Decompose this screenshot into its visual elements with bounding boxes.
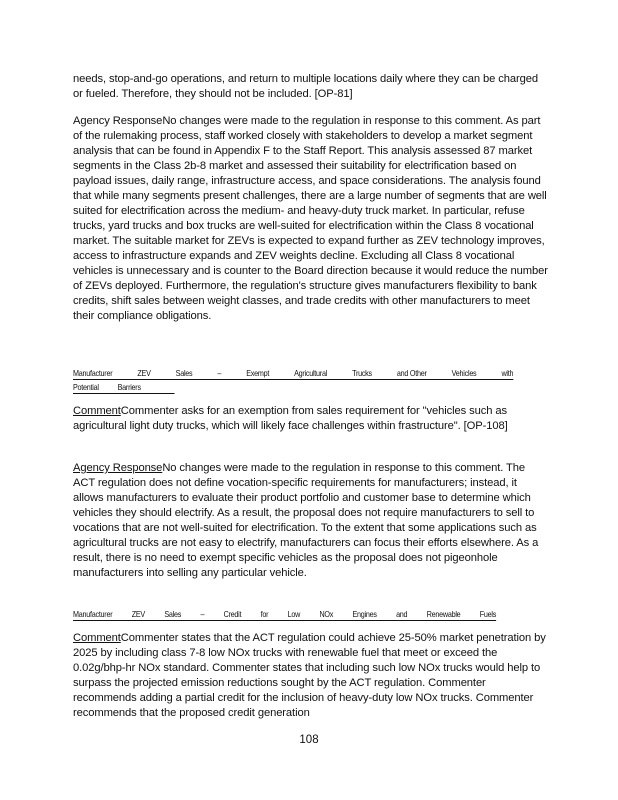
comment-label: Comment [73, 405, 121, 417]
heading-word: ZEV [137, 368, 151, 378]
heading-word: ZEV [131, 609, 145, 619]
heading-line-1 [73, 609, 497, 621]
heading-word: Trucks [352, 368, 372, 378]
comment-label: Comment [73, 632, 121, 644]
heading-word: and [396, 609, 408, 619]
heading-word: Fuels [479, 609, 497, 619]
heading-word: Sales [175, 368, 193, 378]
comment-body: Commenter states that the ACT regulation could achieve 25-50% market penetration by 2025 by including class 7-8 low NOx trucks with renewable fuel that meet or exceed the 0.02g/bhp-hr NOx standard. Commenter states that including such low NOx trucks would help to surpass the projected emission reductions sought by the ACT regulation. Commenter recommends adding a partial credit for the inclusion of heavy-duty low NOx trucks. Commenter recommends that the proposed credit generation [73, 632, 546, 719]
paragraph-text [73, 631, 548, 721]
heading-word: Engines [352, 609, 377, 619]
heading-word: Renewable [426, 609, 461, 619]
response-label: Agency Response [73, 115, 163, 127]
response-body: No changes were made to the regulation in response to this comment. The ACT regulation does not define vocation-specific requirements for manufacturers; instead, it allows manufacturers to evaluate their product portfolio and customer base to determine which vehicles they should electrify. As a result, the proposal does not require manufacturers to sell to vocations that are not well-suited for electrification. To the extent that some applications such as agricultural trucks are not easy to electrify, manufacturers can focus their efforts elsewhere. As a result, there is no need to exempt specific vehicles as the proposal does not pigeonhole manufacturers into selling any particular vehicle. [73, 462, 539, 579]
page-number: 108 [299, 734, 319, 746]
heading-word: Sales [164, 609, 182, 619]
heading-line-2 [73, 382, 482, 394]
heading-word: with [501, 368, 514, 378]
heading-word: – [200, 609, 205, 619]
heading-word: – [217, 368, 222, 378]
response-label: Agency Response [73, 462, 163, 474]
heading-word: Potential [73, 382, 99, 392]
heading-word: Manufacturer [73, 609, 113, 619]
heading-word: NOx [319, 609, 334, 619]
section-heading-low-nox-credit [73, 609, 548, 621]
heading-word: Vehicles [451, 368, 477, 378]
paragraph-text [73, 404, 548, 434]
heading-word: for [260, 609, 269, 619]
paragraph-text [73, 114, 548, 324]
heading-word: Low [287, 609, 301, 619]
heading-word: Manufacturer [73, 368, 113, 378]
agency-response-1 [73, 114, 548, 324]
heading-word: Agricultural [294, 368, 328, 378]
comment-low-nox [73, 631, 548, 721]
section-heading-exempt-agricultural [73, 368, 548, 394]
agency-response-2 [73, 461, 548, 581]
paragraph-text: needs, stop-and-go operations, and return to multiple locations daily where they can be charged or fueled. Therefore, they should not be included. [OP-81] [73, 73, 539, 100]
comment-body: Commenter asks for an exemption from sales requirement for "vehicles such as agricultural light duty trucks, which will likely face challenges within frastructure". [OP-108] [73, 405, 508, 432]
comment-op-108 [73, 404, 548, 434]
heading-word: Credit [223, 609, 242, 619]
heading-word: Exempt [246, 368, 270, 378]
heading-word: Barriers [117, 382, 141, 392]
paragraph-continuation [73, 72, 548, 102]
paragraph-text [73, 461, 548, 581]
heading-line-1 [73, 368, 514, 380]
response-body: No changes were made to the regulation in response to this comment. As part of the rulemaking process, staff worked closely with stakeholders to develop a market segment analysis that can be found in Appendix F to the Staff Report. This analysis assessed 87 market segments in the Class 2b-8 market and assessed their suitability for electrification based on payload issues, daily range, infrastructure access, and space considerations. The analysis found that while many segments present challenges, there are a large number of segments that are well suited for electrification across the medium- and heavy-duty truck market. In particular, refuse trucks, yard trucks and box trucks are well-suited for electrification within the Class 8 vocational market. The suitable market for ZEVs is expected to expand further as ZEV technology improves, access to infrastructure expands and ZEV weights decline. Excluding all Class 8 vocational vehicles is unnecessary and is counter to the Board direction because it would reduce the number of ZEVs deployed. Furthermore, the regulation's structure gives manufacturers flexibility to bank credits, shift sales between weight classes, and trade credits with other manufacturers to meet their compliance obligations. [73, 115, 548, 322]
heading-word: and Other [396, 368, 427, 378]
